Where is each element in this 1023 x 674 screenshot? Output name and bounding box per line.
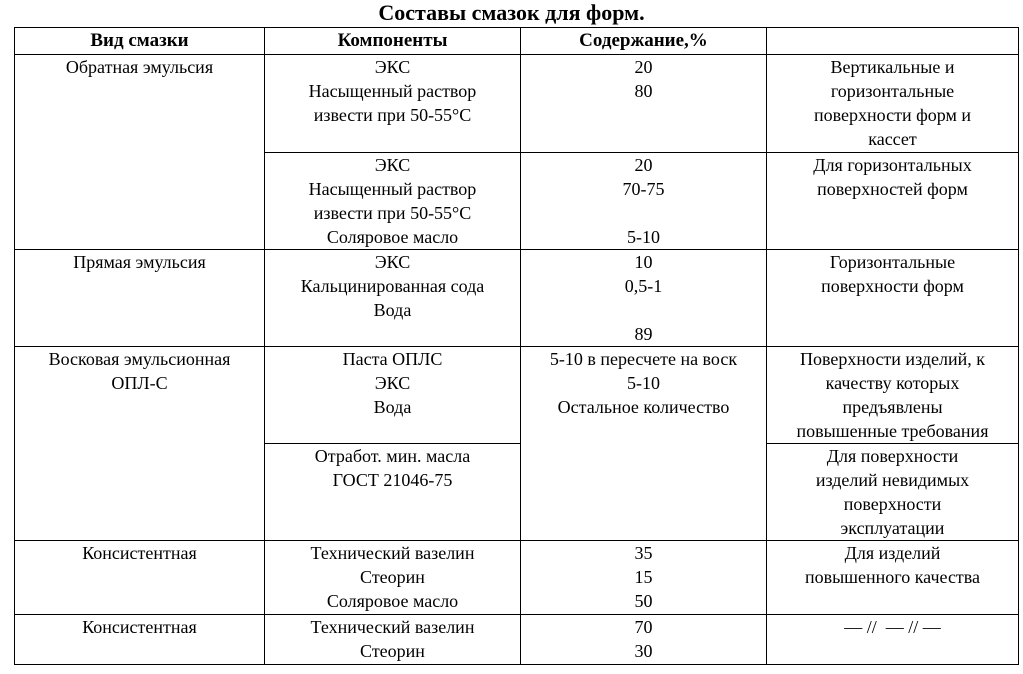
cell-content: 10 0,5-1 89 bbox=[521, 250, 767, 347]
table-header-row bbox=[15, 28, 1019, 55]
table-row bbox=[15, 250, 1019, 347]
cell-usage: Горизонтальные поверхности форм bbox=[767, 250, 1019, 347]
table-row bbox=[15, 541, 1019, 615]
lubricants-table bbox=[14, 27, 1019, 665]
cell-components: Отработ. мин. масла ГОСТ 21046-75 bbox=[265, 444, 521, 541]
cell-type: Восковая эмульсионная ОПЛ-С bbox=[15, 347, 265, 541]
cell-components: ЭКС Насыщенный раствор извести при 50-55°С Соляровое масло bbox=[265, 153, 521, 250]
cell-components: ЭКС Кальцинированная сода Вода bbox=[265, 250, 521, 347]
cell-components: ЭКС Насыщенный раствор извести при 50-55°С bbox=[265, 55, 521, 153]
col-header-components: Компоненты bbox=[265, 28, 521, 55]
cell-content: 5-10 в пересчете на воск 5-10 Остальное количество bbox=[521, 347, 767, 541]
cell-usage: Поверхности изделий, к качеству которых предъявлены повышенные требования bbox=[767, 347, 1019, 444]
cell-type: Консистентная bbox=[15, 541, 265, 615]
page-title: Составы смазок для форм. bbox=[378, 0, 645, 25]
cell-content: 70 30 bbox=[521, 615, 767, 665]
cell-type: Обратная эмульсия bbox=[15, 55, 265, 250]
cell-components: Паста ОПЛС ЭКС Вода bbox=[265, 347, 521, 444]
table-row bbox=[15, 615, 1019, 665]
cell-usage: Вертикальные и горизонтальные поверхности форм и кассет bbox=[767, 55, 1019, 153]
table-row bbox=[15, 347, 1019, 444]
cell-components: Технический вазелин Стеорин bbox=[265, 615, 521, 665]
cell-components: Технический вазелин Стеорин Соляровое масло bbox=[265, 541, 521, 615]
col-header-type: Вид смазки bbox=[15, 28, 265, 55]
cell-usage: Для горизонтальных поверхностей форм bbox=[767, 153, 1019, 250]
col-header-content: Содержание,% bbox=[521, 28, 767, 55]
cell-type: Консистентная bbox=[15, 615, 265, 665]
cell-content: 20 70-75 5-10 bbox=[521, 153, 767, 250]
cell-usage: Для изделий повышенного качества bbox=[767, 541, 1019, 615]
cell-usage: — // — // — bbox=[767, 615, 1019, 665]
col-header-usage bbox=[767, 28, 1019, 55]
cell-content: 20 80 bbox=[521, 55, 767, 153]
cell-usage: Для поверхности изделий невидимых поверхности эксплуатации bbox=[767, 444, 1019, 541]
cell-content: 35 15 50 bbox=[521, 541, 767, 615]
table-row bbox=[15, 55, 1019, 153]
cell-type: Прямая эмульсия bbox=[15, 250, 265, 347]
